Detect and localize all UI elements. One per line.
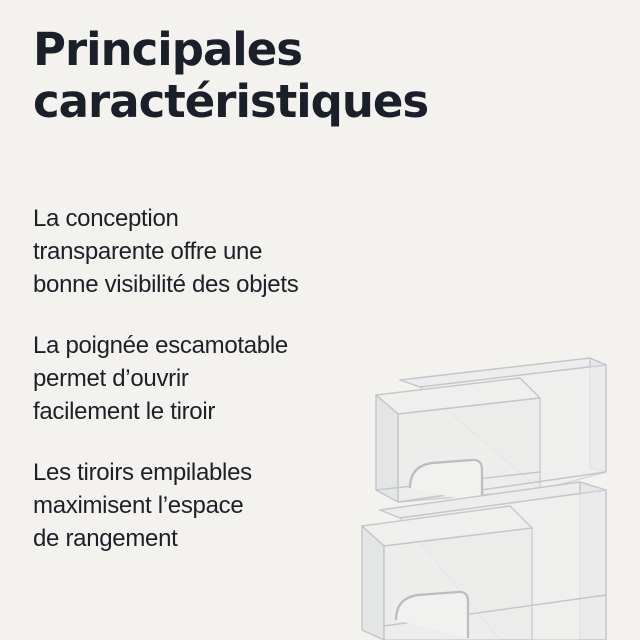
lower-drawer-front (362, 526, 384, 640)
feature-line: La poignée escamotable (33, 332, 288, 359)
feature-line: bonne visibilité des objets (33, 271, 299, 298)
feature-list (33, 202, 363, 583)
feature-line: transparente offre une (33, 238, 263, 265)
feature-line: permet d’ouvrir (33, 365, 189, 392)
feature-item-handle (33, 329, 363, 428)
title-line-1: Principales (33, 23, 303, 76)
feature-item-stacking (33, 456, 363, 555)
title-line-2: caractéristiques (33, 75, 429, 128)
upper-drawer-front (376, 395, 398, 502)
feature-line: maximisent l’espace (33, 492, 244, 519)
feature-line: La conception (33, 205, 179, 232)
feature-line: facilement le tiroir (33, 398, 216, 425)
feature-line: de rangement (33, 525, 178, 552)
stacked-clear-drawers-illustration (340, 340, 640, 640)
feature-line: Les tiroirs empilables (33, 459, 252, 486)
feature-item-visibility (33, 202, 363, 301)
page-title (33, 24, 428, 128)
